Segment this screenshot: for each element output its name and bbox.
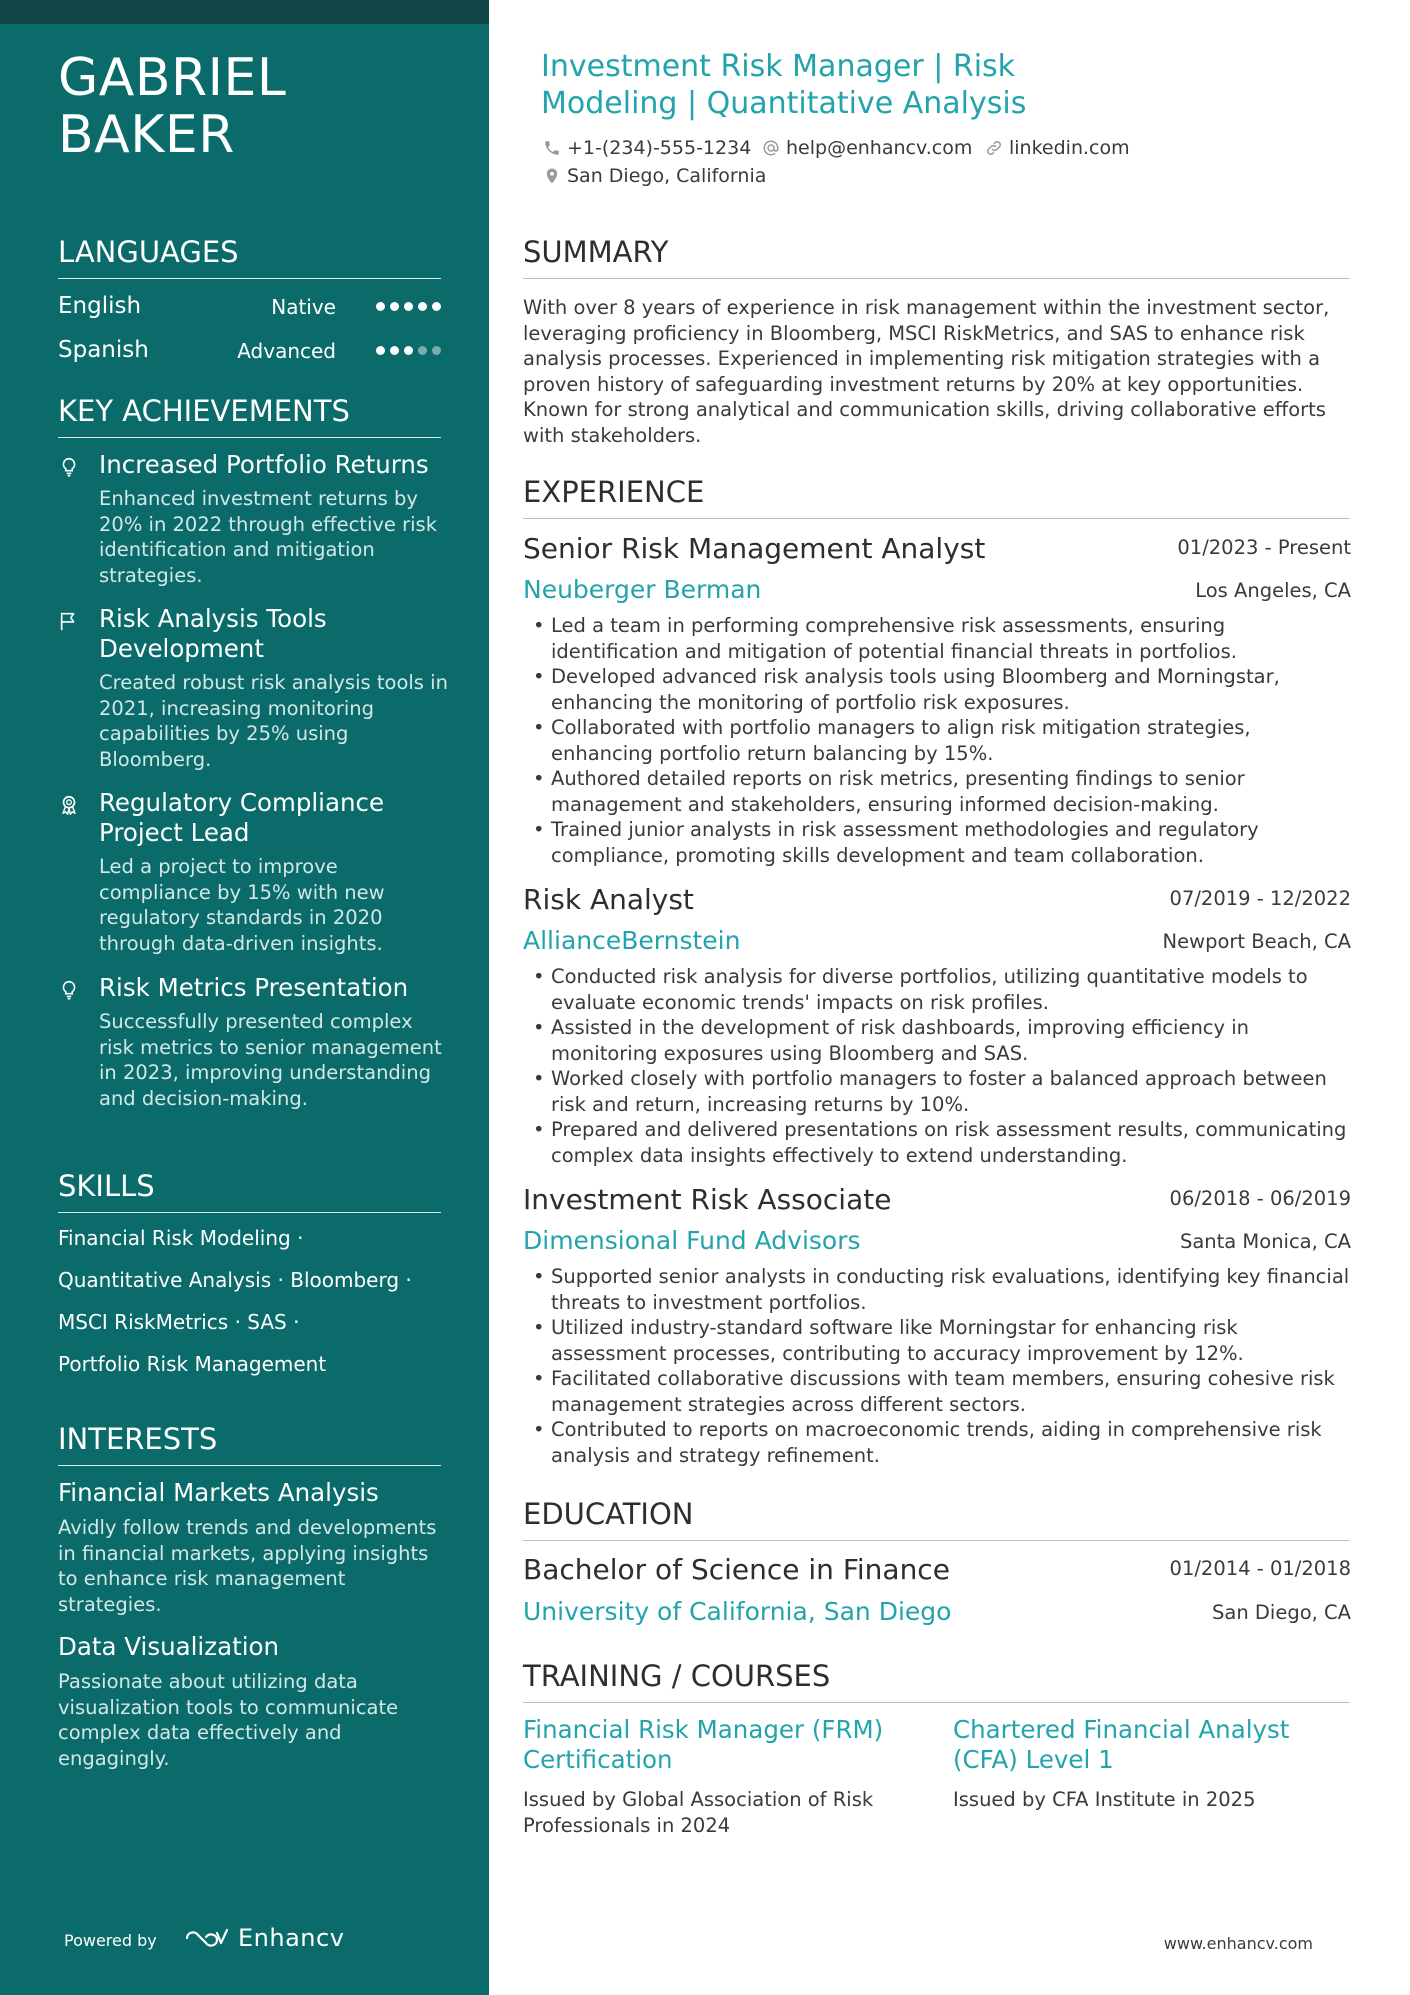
interest-desc: Avidly follow trends and developments in financial markets, applying insights to enhance risk management strategies.	[58, 1516, 437, 1616]
training-title: TRAINING / COURSES	[523, 1658, 1350, 1703]
bullet-item: • Conducted risk analysis for diverse portfolios, utilizing quantitative models to evaluate economic trends' impacts on risk profiles.	[533, 964, 1353, 1015]
flag-icon	[58, 610, 80, 632]
languages-title: LANGUAGES	[58, 234, 441, 279]
link-icon	[985, 139, 1003, 157]
headline: Investment Risk Manager | Risk Modeling | Quantitative Analysis	[541, 49, 1027, 121]
achievement-title: Regulatory Compliance Project Lead	[99, 788, 385, 847]
linkedin-text: linkedin.com	[1009, 137, 1130, 159]
job-company: AllianceBernstein	[523, 926, 741, 955]
phone-contact[interactable]	[543, 137, 751, 159]
level-dot	[390, 346, 399, 355]
level-dot	[404, 302, 413, 311]
interests-title: INTERESTS	[58, 1421, 441, 1466]
degree-title: Bachelor of Science in Finance	[523, 1553, 950, 1586]
location-pin-icon	[543, 167, 561, 185]
email-contact[interactable]	[762, 137, 972, 159]
achievement-desc: Led a project to improve compliance by 15% with new regulatory standards in 2020 through data-driven insights.	[99, 855, 385, 955]
achievement-item	[58, 788, 448, 956]
achievement-title: Increased Portfolio Returns	[99, 450, 429, 479]
job-dates: 01/2023 - Present	[1177, 536, 1351, 559]
skill-line: Portfolio Risk Management	[58, 1352, 327, 1376]
job-title: Investment Risk Associate	[523, 1183, 892, 1216]
experience-title: EXPERIENCE	[523, 474, 1350, 519]
phone-icon	[543, 139, 561, 157]
course-title: Financial Risk Manager (FRM) Certification	[523, 1715, 884, 1774]
language-row	[58, 293, 441, 325]
level-dot	[404, 346, 413, 355]
powered-by: Powered by	[64, 1931, 157, 1950]
job-bullets	[533, 1264, 1353, 1468]
achievement-item	[58, 450, 448, 588]
bullet-item: • Led a team in performing comprehensive risk assessments, ensuring identification and mitigation of potential financial threats in portfolios.	[533, 613, 1353, 664]
level-dot	[432, 346, 441, 355]
interest-title: Financial Markets Analysis	[58, 1478, 379, 1507]
language-row	[58, 337, 441, 369]
course-title: Chartered Financial Analyst (CFA) Level 1	[953, 1715, 1290, 1774]
language-name: English	[58, 293, 142, 319]
enhancv-logo-icon	[184, 1926, 230, 1950]
level-dot	[376, 346, 385, 355]
language-dots	[376, 346, 441, 355]
email-text: help@enhancv.com	[786, 137, 973, 159]
interest-desc: Passionate about utilizing data visualization tools to communicate complex data effectively and engagingly.	[58, 1670, 399, 1770]
achievements-title: KEY ACHIEVEMENTS	[58, 393, 441, 438]
bullet-item: • Assisted in the development of risk dashboards, improving efficiency in monitoring exposures using Bloomberg and SAS.	[533, 1015, 1353, 1066]
bullet-item: • Utilized industry-standard software like Morningstar for enhancing risk assessment processes, contributing to accuracy improvement by 12%.	[533, 1315, 1353, 1366]
achievement-desc: Created robust risk analysis tools in 2021, increasing monitoring capabilities by 25% using Bloomberg.	[99, 671, 448, 771]
job-bullets	[533, 613, 1353, 868]
location-text: San Diego, California	[567, 165, 767, 187]
lightbulb-icon	[58, 979, 80, 1001]
bullet-item: • Trained junior analysts in risk assessment methodologies and regulatory compliance, promoting skills development and team collaboration.	[533, 817, 1353, 868]
skills-title: SKILLS	[58, 1168, 441, 1213]
job-location: Los Angeles, CA	[1195, 579, 1351, 602]
language-level: Native	[271, 295, 336, 319]
job-dates: 06/2018 - 06/2019	[1169, 1187, 1351, 1210]
achievement-item	[58, 973, 448, 1111]
lightbulb-icon	[58, 456, 80, 478]
achievement-title: Risk Metrics Presentation	[99, 973, 409, 1002]
education-title: EDUCATION	[523, 1496, 1350, 1541]
candidate-name	[58, 50, 286, 164]
summary-text: With over 8 years of experience in risk management within the investment sector, leveraging proficiency in Bloomberg, MSCI RiskMetrics, and SAS to enhance risk analysis processes. Experienced in implementing risk mitigation strategies with a proven history of safeguarding investment returns by 20% at key opportunities. Known for strong analytical and communication skills, driving collaborative efforts with stakeholders.	[523, 296, 1330, 447]
job-location: Santa Monica, CA	[1179, 1230, 1351, 1253]
job-location: Newport Beach, CA	[1162, 930, 1351, 953]
location-contact	[543, 165, 766, 187]
job-dates: 07/2019 - 12/2022	[1169, 887, 1351, 910]
job-title: Senior Risk Management Analyst	[523, 532, 986, 565]
achievement-title: Risk Analysis Tools Development	[99, 604, 327, 663]
language-name: Spanish	[58, 337, 149, 363]
level-dot	[418, 302, 427, 311]
bullet-item: • Prepared and delivered presentations on risk assessment results, communicating complex data insights effectively to extend understanding.	[533, 1117, 1353, 1168]
achievement-desc: Enhanced investment returns by 20% in 2022 through effective risk identification and mitigation strategies.	[99, 487, 437, 587]
summary-title: SUMMARY	[523, 234, 1350, 279]
bullet-item: • Collaborated with portfolio managers to align risk mitigation strategies, enhancing portfolio return balancing by 15%.	[533, 715, 1353, 766]
level-dot	[418, 346, 427, 355]
job-bullets	[533, 964, 1353, 1168]
achievement-item	[58, 604, 448, 772]
interest-title: Data Visualization	[58, 1632, 280, 1661]
bullet-item: • Authored detailed reports on risk metrics, presenting findings to senior management and stakeholders, ensuring informed decision-making.	[533, 766, 1353, 817]
level-dot	[432, 302, 441, 311]
language-level: Advanced	[237, 339, 336, 363]
linkedin-contact[interactable]	[985, 137, 1130, 159]
bullet-item: • Facilitated collaborative discussions with team members, ensuring cohesive risk management strategies across different sectors.	[533, 1366, 1353, 1417]
job-company: Neuberger Berman	[523, 575, 762, 604]
level-dot	[390, 302, 399, 311]
skill-line: MSCI RiskMetrics · SAS ·	[58, 1310, 300, 1334]
education-location: San Diego, CA	[1212, 1601, 1351, 1624]
course-desc: Issued by CFA Institute in 2025	[953, 1788, 1256, 1811]
website-link[interactable]: www.enhancv.com	[1163, 1934, 1313, 1953]
top-strip	[0, 0, 489, 24]
bullet-item: • Worked closely with portfolio managers to foster a balanced approach between risk and return, increasing returns by 10%.	[533, 1066, 1353, 1117]
sidebar	[0, 0, 489, 1995]
bullet-item: • Supported senior analysts in conducting risk evaluations, identifying key financial threats to investment portfolios.	[533, 1264, 1353, 1315]
enhancv-logo[interactable]	[184, 1924, 344, 1952]
phone-text: +1-(234)-555-1234	[567, 137, 752, 159]
education-dates: 01/2014 - 01/2018	[1169, 1557, 1351, 1580]
school-name: University of California, San Diego	[523, 1597, 952, 1626]
skill-line: Financial Risk Modeling ·	[58, 1226, 304, 1250]
level-dot	[376, 302, 385, 311]
brand-name: Enhancv	[238, 1924, 345, 1952]
achievement-desc: Successfully presented complex risk metrics to senior management in 2023, improving understanding and decision-making.	[99, 1010, 442, 1110]
skill-line: Quantitative Analysis · Bloomberg ·	[58, 1268, 412, 1292]
bullet-item: • Contributed to reports on macroeconomic trends, aiding in comprehensive risk analysis and strategy refinement.	[533, 1417, 1353, 1468]
language-dots	[376, 302, 441, 311]
job-company: Dimensional Fund Advisors	[523, 1226, 861, 1255]
bullet-item: • Developed advanced risk analysis tools using Bloomberg and Morningstar, enhancing the monitoring of portfolio risk exposures.	[533, 664, 1353, 715]
at-icon	[762, 139, 780, 157]
job-title: Risk Analyst	[523, 883, 694, 916]
first-name: GABRIEL	[58, 48, 287, 108]
course-desc: Issued by Global Association of Risk Professionals in 2024	[523, 1788, 874, 1837]
last-name: BAKER	[58, 105, 235, 165]
award-icon	[58, 794, 80, 816]
